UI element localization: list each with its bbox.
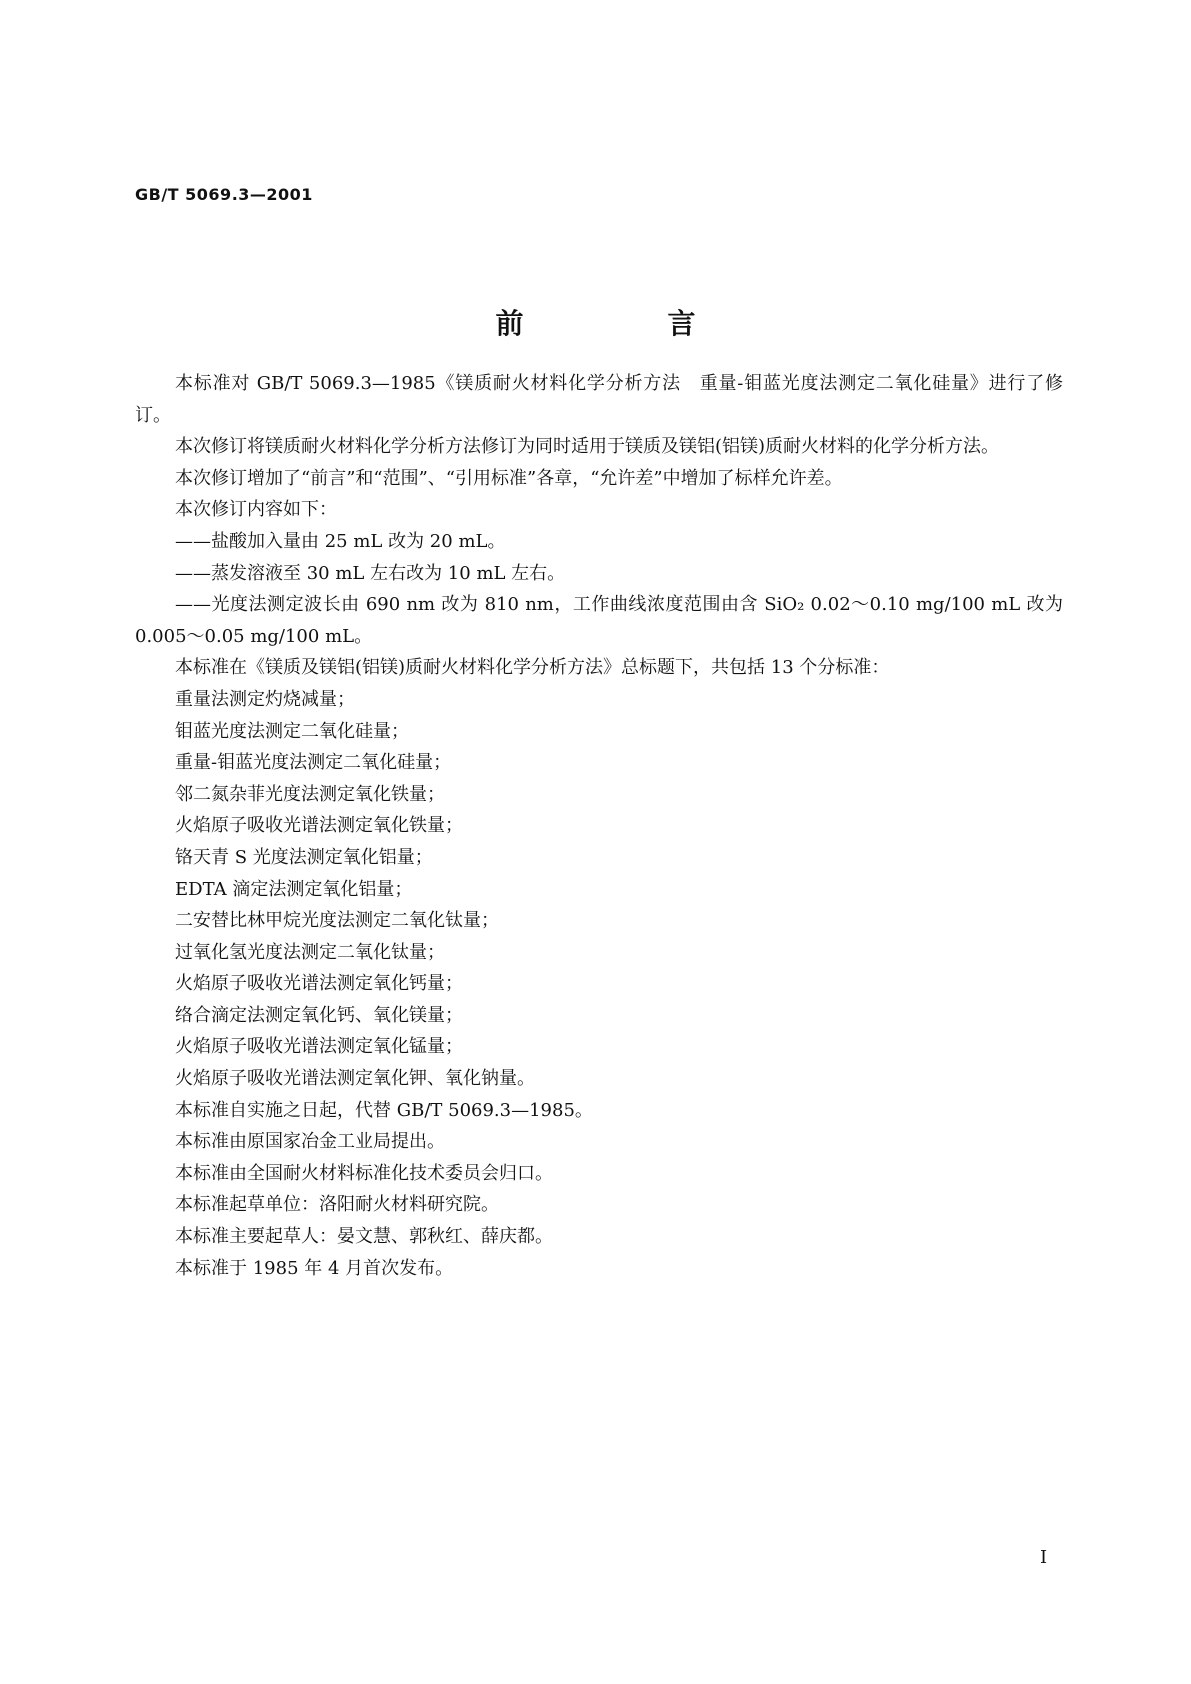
sub-standard-item: 火焰原子吸收光谱法测定氧化钾、氧化钠量。 bbox=[175, 1068, 535, 1090]
sub-standard-item: 络合滴定法测定氧化钙、氧化镁量； bbox=[175, 1004, 463, 1026]
revision-item: ——蒸发溶液至 30 mL 左右改为 10 mL 左右。 bbox=[175, 562, 566, 584]
paragraph: 本标准自实施之日起，代替 GB/T 5069.3—1985。 bbox=[175, 1099, 593, 1121]
standard-code: GB/T 5069.3—2001 bbox=[135, 185, 313, 204]
paragraph: 本标准对 GB/T 5069.3—1985《镁质耐火材料化学分析方法 重量-钼蓝光度法测定二氧化硅量》进行了修订。 bbox=[135, 373, 1063, 426]
paragraph: 本标准起草单位：洛阳耐火材料研究院。 bbox=[175, 1194, 499, 1216]
paragraph: 本标准由原国家冶金工业局提出。 bbox=[175, 1131, 445, 1153]
paragraph: 本次修订增加了“前言”和“范围”、“引用标准”各章，“允许差”中增加了标样允许差。 bbox=[175, 467, 843, 489]
body-text bbox=[135, 368, 1063, 1284]
sub-standard-item: 二安替比林甲烷光度法测定二氧化钛量； bbox=[175, 910, 499, 932]
sub-standard-item: 邻二氮杂菲光度法测定氧化铁量； bbox=[175, 783, 445, 805]
page-number: I bbox=[1040, 1547, 1048, 1568]
paragraph: 本标准由全国耐火材料标准化技术委员会归口。 bbox=[175, 1162, 553, 1184]
sub-standard-item: EDTA 滴定法测定氧化铝量； bbox=[175, 878, 413, 900]
paragraph: 本标准在《镁质及镁铝(铝镁)质耐火材料化学分析方法》总标题下，共包括 13 个分标准： bbox=[175, 657, 890, 679]
sub-standard-item: 火焰原子吸收光谱法测定氧化锰量； bbox=[175, 1036, 463, 1058]
sub-standard-item: 火焰原子吸收光谱法测定氧化钙量； bbox=[175, 973, 463, 995]
sub-standard-item: 重量-钼蓝光度法测定二氧化硅量； bbox=[175, 752, 452, 774]
sub-standard-item: 火焰原子吸收光谱法测定氧化铁量； bbox=[175, 815, 463, 837]
sub-standard-item: 铬天青 S 光度法测定氧化铝量； bbox=[175, 846, 433, 868]
paragraph: 本次修订将镁质耐火材料化学分析方法修订为同时适用于镁质及镁铝(铝镁)质耐火材料的化学分析方法。 bbox=[175, 436, 1000, 458]
revision-item: ——光度法测定波长由 690 nm 改为 810 nm，工作曲线浓度范围由含 SiO₂ 0.02～0.10 mg/100 mL 改为 0.005～0.05 mg/100 mL。 bbox=[135, 594, 1063, 647]
paragraph: 本次修订内容如下： bbox=[175, 499, 337, 521]
sub-standard-item: 过氧化氢光度法测定二氧化钛量； bbox=[175, 941, 445, 963]
sub-standard-item: 重量法测定灼烧减量； bbox=[175, 688, 355, 710]
revision-item: ——盐酸加入量由 25 mL 改为 20 mL。 bbox=[175, 530, 506, 552]
paragraph: 本标准主要起草人：晏文慧、郭秋红、薛庆都。 bbox=[175, 1226, 553, 1248]
paragraph: 本标准于 1985 年 4 月首次发布。 bbox=[175, 1257, 454, 1279]
sub-standard-item: 钼蓝光度法测定二氧化硅量； bbox=[175, 720, 409, 742]
page-title: 前 言 bbox=[495, 307, 754, 340]
